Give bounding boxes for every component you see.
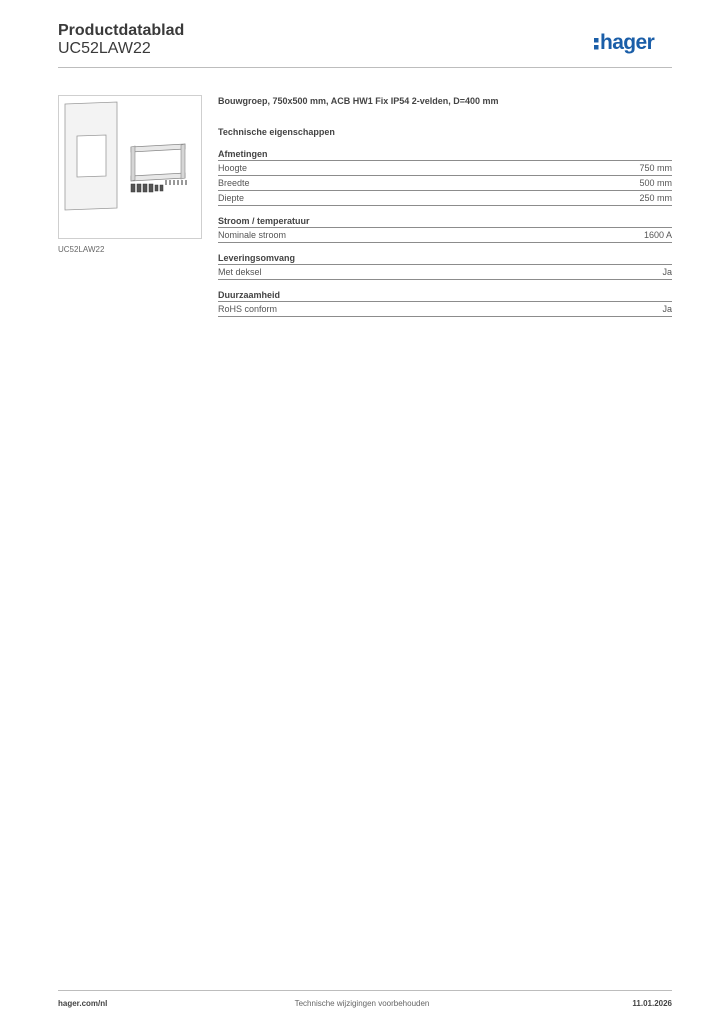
rail-left <box>131 146 135 181</box>
cover-cutout <box>77 135 106 177</box>
footer-website-link[interactable]: hager.com/nl <box>58 999 108 1008</box>
spec-label: Breedte <box>218 178 250 188</box>
fastener-set <box>131 184 163 192</box>
spec-label: Hoogte <box>218 163 248 173</box>
spec-row-with-cover <box>218 265 672 280</box>
spec-value: 250 mm <box>639 193 672 203</box>
spec-value: Ja <box>662 304 672 314</box>
footer-disclaimer: Technische wijzigingen voorbehouden <box>294 999 430 1008</box>
product-illustration <box>59 96 201 238</box>
logo-dot-bottom <box>594 45 599 50</box>
logo-dot-top <box>594 38 599 43</box>
spec-group-current <box>218 216 672 243</box>
screw-set <box>165 180 187 185</box>
spec-label: Nominale stroom <box>218 230 287 240</box>
spec-group-sustainability <box>218 290 672 317</box>
rail-top <box>131 144 185 152</box>
spec-group-title: Leveringsomvang <box>218 253 672 265</box>
spec-group-delivery <box>218 253 672 280</box>
spec-label: Met deksel <box>218 267 262 277</box>
rail-right <box>181 144 185 179</box>
spec-label: Diepte <box>218 193 245 203</box>
spec-row-height <box>218 161 672 176</box>
spec-section <box>218 96 672 327</box>
footer-date: 11.01.2026 <box>632 999 672 1008</box>
spec-group-title: Stroom / temperatuur <box>218 216 672 228</box>
spec-label: RoHS conform <box>218 304 278 314</box>
spec-row-width <box>218 176 672 191</box>
spec-row-rohs <box>218 302 672 317</box>
spec-group-title: Duurzaamheid <box>218 290 672 302</box>
logo-text: hager <box>600 31 655 54</box>
image-caption: UC52LAW22 <box>58 245 105 254</box>
product-description: Bouwgroep, 750x500 mm, ACB HW1 Fix IP54 2-velden, D=400 mm <box>218 96 499 106</box>
spec-group-dimensions <box>218 149 672 206</box>
product-code: UC52LAW22 <box>58 40 151 57</box>
footer-divider <box>58 990 672 991</box>
spec-value: 750 mm <box>639 163 672 173</box>
rail-bottom <box>131 173 185 181</box>
spec-value: 500 mm <box>639 178 672 188</box>
hager-logo <box>594 26 674 56</box>
page-title: Productdatablad <box>58 22 185 39</box>
spec-row-rated-current <box>218 228 672 243</box>
spec-group-title: Afmetingen <box>218 149 672 161</box>
tech-specs-title: Technische eigenschappen <box>218 127 335 137</box>
spec-row-depth <box>218 191 672 206</box>
product-image <box>58 95 202 239</box>
header-divider <box>58 67 672 68</box>
spec-value: 1600 A <box>643 230 672 240</box>
spec-value: Ja <box>662 267 672 277</box>
